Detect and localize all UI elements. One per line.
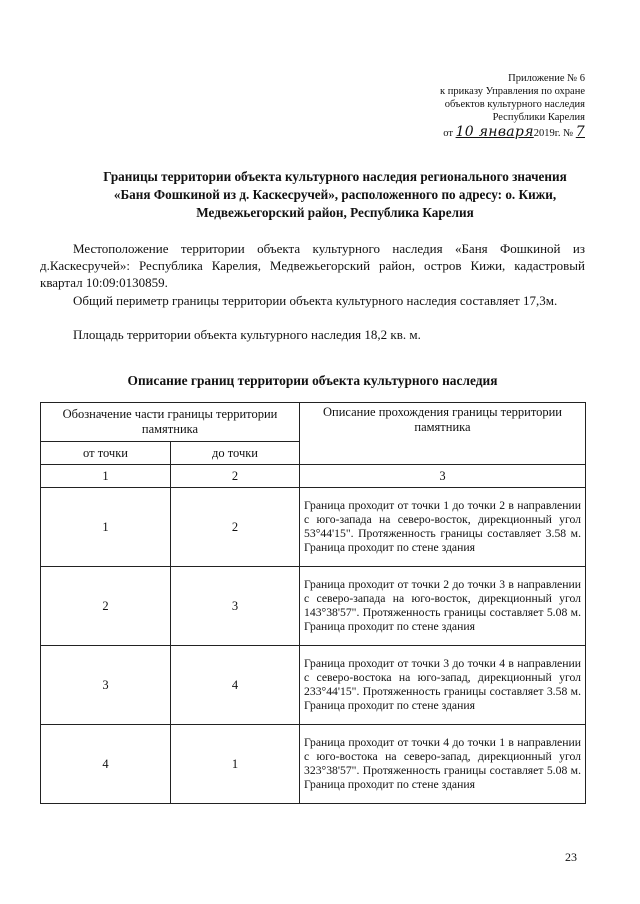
row-description: Граница проходит от точки 2 до точки 3 в направлении с северо-запада на юго-восток, дирекционный угол 143°38'57". Протяженность границы составляет 5.08 м. Граница проходит по стене здания [300, 567, 586, 646]
perimeter-paragraph [40, 292, 585, 309]
location-text: Местоположение территории объекта культурного наследия «Баня Фошкиной из д.Каскесручей»: Республика Карелия, Медвежьегорский район, остров Кижи, кадастровый квартал 10:09:0130859. [40, 241, 585, 290]
header-left: Обозначение части границы территории памятника [41, 403, 300, 442]
row-from: 2 [41, 567, 171, 646]
borders-table [40, 402, 586, 804]
title-line-3: Медвежьегорский район, Республика Карелия [196, 205, 474, 220]
row-from: 1 [41, 488, 171, 567]
column-number-1: 1 [41, 465, 171, 488]
row-description: Граница проходит от точки 1 до точки 2 в направлении с юго-запада на северо-восток, дирекционный угол 53°44'15". Протяженность границы составляет 3.58 м. Граница проходит по стене здания [300, 488, 586, 567]
row-to: 1 [171, 725, 300, 804]
perimeter-text: Общий периметр границы территории объекта культурного наследия составляет 17,3м. [73, 293, 558, 308]
table-title: Описание границ территории объекта культурного наследия [127, 373, 498, 388]
appendix-line-2: к приказу Управления по охране [440, 86, 585, 97]
header-to: до точки [171, 442, 300, 465]
table-row [41, 488, 586, 567]
appendix-line-1: Приложение № 6 [508, 73, 585, 84]
row-description: Граница проходит от точки 4 до точки 1 в направлении с юго-востока на северо-запад, дирекционный угол 323°38'57". Протяженность границы составляет 5.08 м. Граница проходит по стене здания [300, 725, 586, 804]
appendix-header [325, 72, 585, 140]
row-from: 4 [41, 725, 171, 804]
row-to: 2 [171, 488, 300, 567]
row-description: Граница проходит от точки 3 до точки 4 в направлении с северо-востока на юго-запад, дирекционный угол 233°44'15". Протяженность границы составляет 3.58 м. Граница проходит по стене здания [300, 646, 586, 725]
row-to: 3 [171, 567, 300, 646]
table-row [41, 725, 586, 804]
area-text: Площадь территории объекта культурного наследия 18,2 кв. м. [73, 327, 421, 342]
table-row [41, 567, 586, 646]
header-right: Описание прохождения границы территории памятника [300, 403, 586, 465]
handwritten-number: 7 [575, 124, 585, 140]
title-line-1: Границы территории объекта культурного наследия регионального значения [103, 169, 567, 184]
appendix-line-4: Республики Карелия [492, 112, 585, 123]
table-header-row [41, 403, 586, 442]
date-year: 2019г. № [533, 128, 574, 139]
column-number-2: 2 [171, 465, 300, 488]
date-prefix: от [443, 128, 453, 139]
header-from: от точки [41, 442, 171, 465]
handwritten-date: 10 января [455, 124, 534, 140]
row-from: 3 [41, 646, 171, 725]
document-title [70, 168, 600, 222]
row-to: 4 [171, 646, 300, 725]
appendix-date-line [325, 126, 585, 140]
table-numbering-row [41, 465, 586, 488]
title-line-2: «Баня Фошкиной из д. Каскесручей», расположенного по адресу: о. Кижи, [113, 187, 557, 202]
page-number: 23 [565, 850, 577, 864]
appendix-line-3: объектов культурного наследия [444, 99, 585, 110]
table-row [41, 646, 586, 725]
area-paragraph [40, 326, 585, 343]
location-paragraph [40, 240, 585, 291]
column-number-3: 3 [300, 465, 586, 488]
